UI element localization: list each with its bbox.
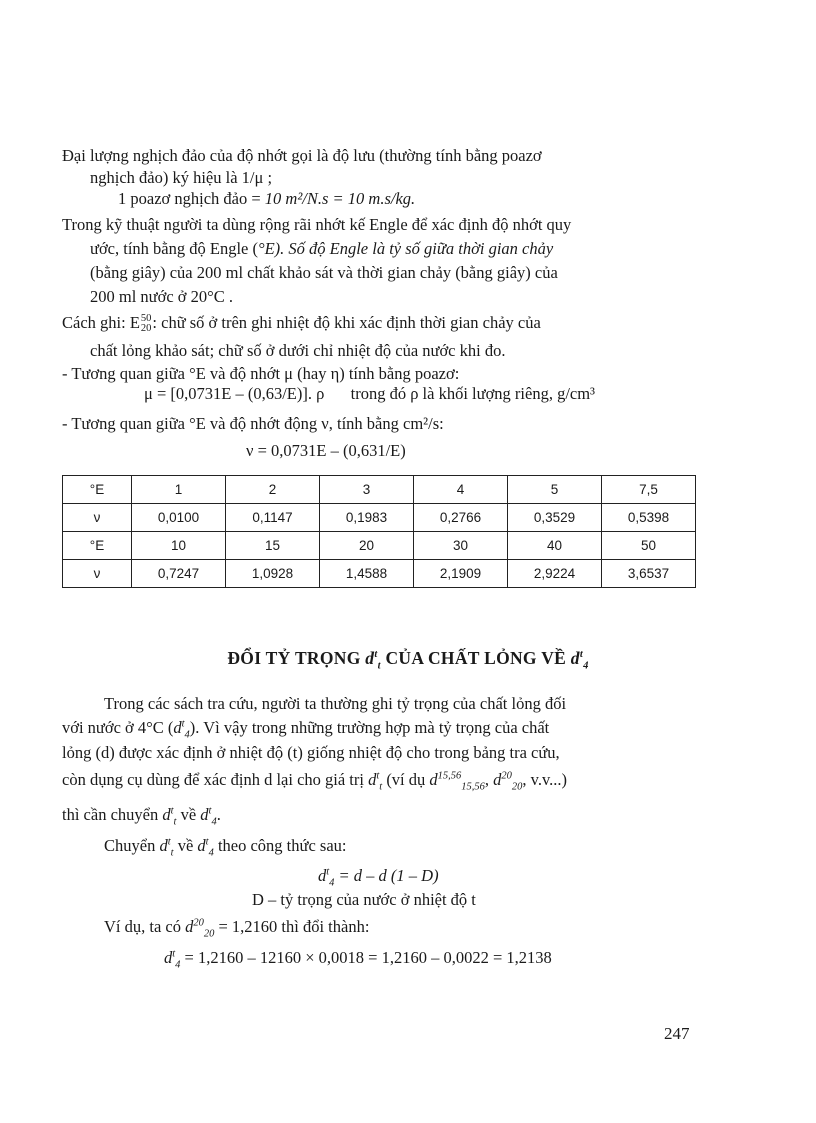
table-cell: 3 (320, 476, 414, 504)
density-symbol: $d^t_4$ (200, 805, 217, 828)
text-span: °E). Số độ Engle là tỷ số giữa thời gian chảy (257, 239, 554, 258)
formula-span: μ = [0,0731E – (0,63/E)]. ρ (144, 384, 325, 403)
table-cell: 2 (226, 476, 320, 504)
sub-value: 20 (140, 323, 152, 335)
engle-viscosity-table (62, 475, 696, 588)
text-line: chất lỏng khảo sát; chữ số ở dưới chỉ nhiệt độ của nước khi đo. (90, 341, 506, 360)
table-cell: 0,1983 (320, 504, 414, 532)
table-cell: 1,4588 (320, 560, 414, 588)
text-line (104, 917, 370, 940)
text-line: - Tương quan giữa °E và độ nhớt μ (hay η) tính bằng poazơ: (62, 364, 460, 383)
text-span: với nước ở 4°C ( (62, 718, 174, 737)
table-cell: °E (63, 532, 132, 560)
density-symbol: $d^t_t$ (365, 648, 381, 672)
table-cell: 0,5398 (602, 504, 696, 532)
table-cell: ν (63, 560, 132, 588)
density-symbol: $d^t_4$ (173, 718, 190, 741)
text-span: : chữ số ở trên ghi nhiệt độ khi xác định thời gian chảy của (152, 313, 541, 332)
table-row (63, 476, 696, 504)
density-symbol: $d^t_t$ (159, 836, 174, 859)
text-line: Trong kỹ thuật người ta dùng rộng rãi nhớt kế Engle để xác định độ nhớt quy (62, 215, 572, 234)
table-cell: 0,7247 (132, 560, 226, 588)
text-line: lỏng (d) được xác định ở nhiệt độ (t) giống nhiệt độ cho trong bảng tra cứu, (62, 743, 560, 762)
text-span: ước, tính bằng độ Engle ( (90, 239, 258, 258)
table-cell: °E (63, 476, 132, 504)
table-cell: 5 (508, 476, 602, 504)
text-line (118, 189, 415, 209)
formula-line (318, 866, 439, 889)
density-symbol: $d^t_t$ (368, 770, 383, 793)
formula-span: = d – d (1 – D) (338, 866, 439, 885)
table-cell: 20 (320, 532, 414, 560)
table-cell: 40 (508, 532, 602, 560)
text-line (104, 836, 347, 859)
text-span: Ví dụ, ta có (104, 917, 181, 936)
density-symbol: $d^{20}_{20}$ (185, 917, 215, 940)
density-symbol: $d^{15,56}_{15,56}$ (429, 770, 485, 793)
density-symbol: $d^t_4$ (570, 648, 589, 672)
text-line (90, 239, 553, 259)
heading-text: CỦA CHẤT LỎNG VỀ (380, 648, 571, 668)
text-span: , v.v...) (522, 770, 568, 789)
table-cell: ν (63, 504, 132, 532)
table-cell: 0,1147 (226, 504, 320, 532)
density-symbol: $d^t_4$ (164, 948, 181, 971)
text-span: về (180, 805, 197, 824)
table-cell: 50 (602, 532, 696, 560)
table-cell: 2,1909 (414, 560, 508, 588)
text-line: Trong các sách tra cứu, người ta thường ghi tỷ trọng của chất lỏng đối (104, 694, 567, 713)
text-line: - Tương quan giữa °E và độ nhớt động ν, tính bằng cm²/s: (62, 414, 444, 433)
table-cell: 1 (132, 476, 226, 504)
table-cell: 1,0928 (226, 560, 320, 588)
formula-span: = 1,2160 – 12160 × 0,0018 = 1,2160 – 0,0022 = 1,2138 (184, 948, 552, 967)
table-cell: 4 (414, 476, 508, 504)
density-symbol: $d^t_4$ (318, 866, 335, 889)
density-symbol: $d^t_4$ (197, 836, 214, 859)
text-span: trong đó ρ là khối lượng riêng, g/cm³ (350, 384, 596, 403)
text-span: Chuyển (104, 836, 156, 855)
page-number: 247 (664, 1024, 690, 1043)
section-heading (0, 648, 816, 672)
density-symbol: $d^{20}_{20}$ (493, 770, 523, 793)
table-cell: 10 (132, 532, 226, 560)
text-line: 200 ml nước ở 20°C . (90, 287, 233, 306)
table-cell: 30 (414, 532, 508, 560)
text-span: Cách ghi: E (62, 313, 140, 332)
table-cell: 15 (226, 532, 320, 560)
text-span: ). Vì vậy trong những trường hợp mà tỷ trọng của chất (189, 718, 550, 737)
table-cell: 3,6537 (602, 560, 696, 588)
text-span: còn dụng cụ dùng để xác định d lại cho giá trị (62, 770, 364, 789)
formula-line: ν = 0,0731E – (0,631/E) (246, 441, 406, 460)
text-span: (ví dụ (386, 770, 426, 789)
text-line: thì cần chuyển $d^t_t$ về $d^t_4$. (62, 805, 221, 828)
text-line: D – tỷ trọng của nước ở nhiệt độ t (252, 890, 476, 909)
table-row (63, 532, 696, 560)
text-line: Đại lượng nghịch đảo của độ nhớt gọi là độ lưu (thường tính bằng poazơ (62, 146, 542, 165)
text-span: thì cần chuyển (62, 805, 159, 824)
table-cell: 2,9224 (508, 560, 602, 588)
sup-value: 50 (140, 313, 152, 325)
formula-span: 10 m²/N.s = 10 m.s/kg. (264, 189, 416, 208)
table-cell: 7,5 (602, 476, 696, 504)
text-line: (bằng giây) của 200 ml chất khảo sát và thời gian chảy (bằng giây) của (90, 263, 558, 282)
text-line (62, 718, 550, 741)
text-span: theo công thức sau: (217, 836, 347, 855)
density-symbol: $d^t_t$ (162, 805, 177, 828)
text-span: về (177, 836, 194, 855)
heading-text: ĐỔI TỶ TRỌNG (227, 648, 366, 668)
text-line: nghịch đảo) ký hiệu là 1/μ ; (90, 168, 273, 187)
table-row (63, 504, 696, 532)
formula-line (164, 948, 552, 971)
engle-fraction (141, 314, 152, 334)
table-cell: 0,0100 (132, 504, 226, 532)
formula-line (144, 384, 595, 404)
table-cell: 0,3529 (508, 504, 602, 532)
table-row (63, 560, 696, 588)
text-span: = 1,2160 thì đổi thành: (218, 917, 370, 936)
text-line (62, 313, 541, 334)
text-span: 1 poazơ nghịch đảo = (118, 189, 265, 208)
text-line: còn dụng cụ dùng để xác định d lại cho giá trị $d^t_t$ (ví dụ $d^{15,56}_{15,56}$, $d^{20}_{20}$, v.v...) (62, 770, 568, 793)
table-cell: 0,2766 (414, 504, 508, 532)
